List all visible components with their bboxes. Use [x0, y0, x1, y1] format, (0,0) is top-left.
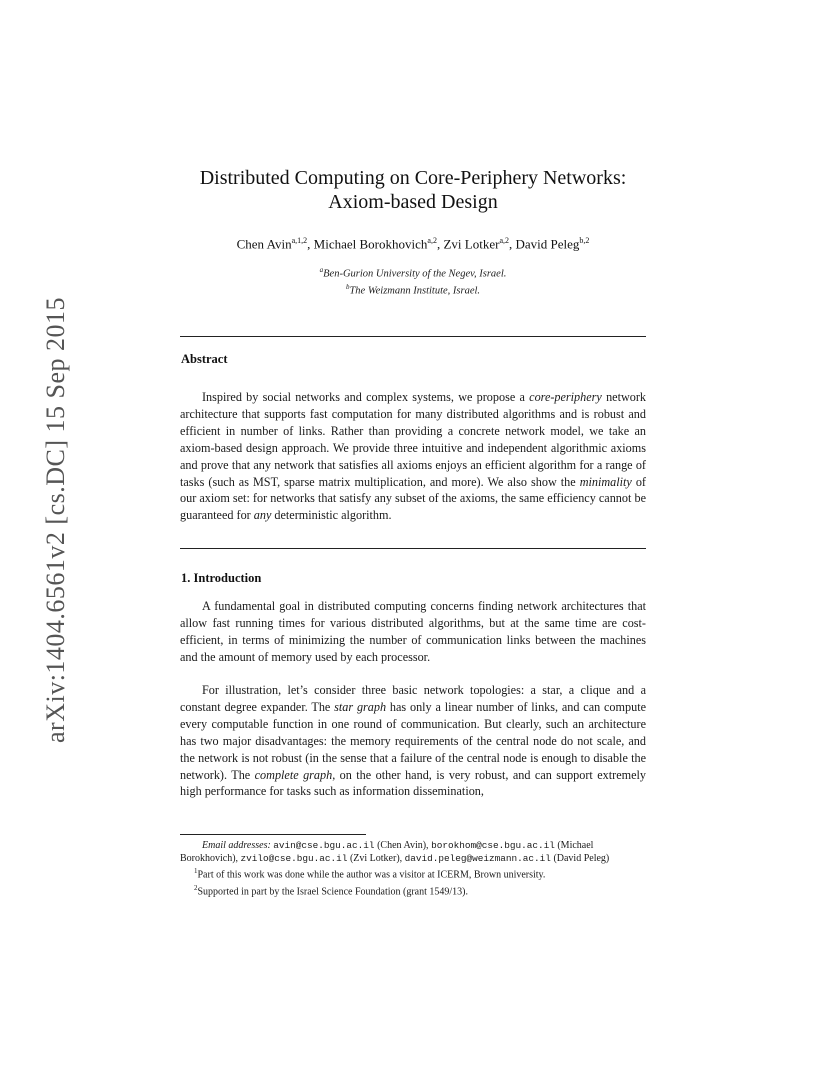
author-affiliation-marker: b,2: [579, 236, 590, 245]
section-heading-introduction: 1. Introduction: [181, 571, 262, 585]
abstract-emphasis: core-periphery: [529, 390, 602, 404]
footnote-rule: [180, 834, 366, 835]
abstract-emphasis: minimality: [579, 474, 632, 489]
introduction-paragraph-1: A fundamental goal in distributed computing concerns finding network architectures that allow fast running times for various distributed algorithms, but at the same time are cost-efficient, in terms of minimizing the number of communication links between the machines and the amount of memory used by each processor.: [180, 599, 646, 664]
author-list: [180, 236, 646, 252]
author-separator: ,: [436, 236, 444, 252]
introduction-paragraph-2: [180, 682, 646, 800]
footnote-marker: 2: [194, 884, 198, 893]
abstract-heading: Abstract: [181, 352, 228, 366]
author-affiliation-marker: a,1,2: [291, 236, 308, 245]
email-owner: (Michael Borokhovich),: [180, 840, 594, 864]
email-address[interactable]: david.peleg@weizmann.ac.il: [404, 852, 551, 864]
abstract-emphasis: any: [253, 508, 272, 523]
abstract-top-rule: [180, 336, 646, 337]
abstract-text-segment: network architecture that supports fast computation for many distributed algorithms and is robust and efficient in number of links. Rather than providing a concrete network model, we take an axiom-based design approach. We provide three intuitive and independent algorithmic axioms and prove that any network that satisfies all axioms enjoys an efficient algorithm for a range of tasks (such as MST, sparse matrix multiplication, and more). We also show the: [180, 390, 646, 489]
email-owner: (David Peleg): [550, 852, 610, 864]
author-name: Michael Borokhovich: [313, 236, 428, 252]
footnote: [180, 865, 646, 882]
author-affiliation-marker: a,2: [427, 236, 437, 245]
email-footnote: [180, 840, 646, 865]
author-name: Chen Avin: [236, 236, 292, 252]
intro-text-segment: , on the other hand, is very robust, and can support extremely high performance for tasks such as information dissemination,: [180, 767, 646, 799]
author-separator: ,: [509, 236, 516, 252]
author-separator: ,: [307, 236, 314, 252]
intro-emphasis: complete graph: [254, 767, 333, 782]
abstract-text-segment: of our axiom set: for networks that satisfy any subset of the axioms, the same efficiency cannot be guaranteed for: [180, 474, 646, 523]
email-address[interactable]: borokhom@cse.bgu.ac.il: [431, 840, 555, 851]
affiliation-text: The Weizmann Institute, Israel.: [349, 285, 481, 296]
footnotes: [180, 840, 646, 899]
author-affiliation-marker: a,2: [499, 236, 509, 245]
affiliation-marker: b: [345, 282, 350, 291]
title-line-2: Axiom-based Design: [328, 191, 498, 213]
author-name: Zvi Lotker: [443, 236, 500, 252]
footnote-text: Part of this work was done while the author was a visitor at ICERM, Brown university.: [197, 869, 546, 881]
arxiv-identifier-stamp: arXiv:1404.6561v2 [cs.DC] 15 Sep 2015: [41, 296, 70, 744]
affiliation-list: [180, 264, 646, 297]
abstract-text-segment: Inspired by social networks and complex systems, we propose a: [202, 390, 530, 404]
abstract-bottom-rule: [180, 548, 646, 549]
title-line-1: Distributed Computing on Core-Periphery Networks:: [199, 167, 627, 189]
intro-text-segment: has only a linear number of links, and can compute every computable function in one round of communication. But clearly, such an architecture has two major disadvantages: the memory requirements of the central node do not scale, and the network is not robust (in the sense that a failure of the central node is enough to disable the network). The: [180, 699, 646, 782]
affiliation-marker: a: [319, 266, 324, 274]
affiliation-text: Ben-Gurion University of the Negev, Israel.: [323, 268, 507, 280]
abstract-text-segment: deterministic algorithm.: [271, 508, 392, 523]
email-label: Email addresses:: [202, 840, 271, 851]
email-owner: (Zvi Lotker),: [347, 852, 405, 864]
affiliation: [180, 264, 646, 281]
footnote: [180, 882, 646, 899]
paper-title: [180, 166, 646, 214]
affiliation: [180, 281, 646, 298]
footnote-marker: 1: [194, 867, 198, 876]
intro-text-segment: For illustration, let’s consider three basic network topologies: a star, a clique and a constant degree expander. The: [180, 683, 646, 714]
abstract-body: [180, 389, 646, 524]
email-owner: (Chen Avin),: [374, 840, 432, 851]
email-address[interactable]: zvilo@cse.bgu.ac.il: [240, 852, 348, 864]
intro-emphasis: star graph: [334, 699, 387, 714]
email-address[interactable]: avin@cse.bgu.ac.il: [273, 840, 375, 851]
footnote-text: Supported in part by the Israel Science Foundation (grant 1549/13).: [197, 886, 468, 898]
author-name: David Peleg: [515, 236, 580, 252]
